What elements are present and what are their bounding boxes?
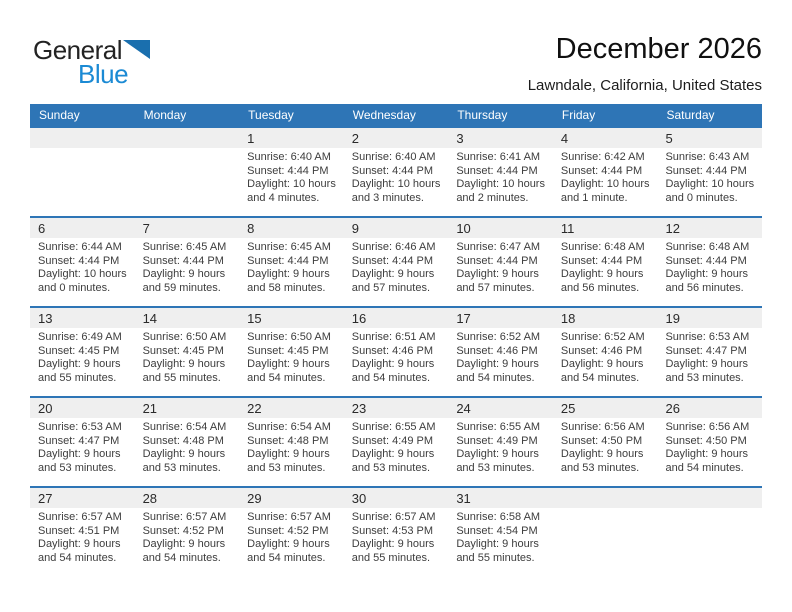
day-number: 25 [560,401,576,416]
day-details [553,418,658,475]
day-number: 24 [456,401,471,416]
sunset-text: Sunset: 4:53 PM [351,524,434,537]
daylight-text: Daylight: 9 hours and 53 minutes. [351,448,435,474]
day-details [239,418,344,475]
calendar-grid [30,126,762,576]
day-details [239,238,344,295]
day-number-strip [344,128,449,148]
daylight-text: Daylight: 9 hours and 58 minutes. [247,268,330,294]
day-number-strip [448,128,553,148]
day-details [30,418,135,475]
day-details [135,418,240,475]
day-number: 17 [456,311,471,326]
sunset-text: Sunset: 4:48 PM [142,434,224,447]
sunrise-text: Sunrise: 6:44 AM [38,241,122,253]
day-number: 30 [351,491,367,506]
day-number-strip [553,308,658,328]
logo-text-blue: Blue [78,59,129,89]
sunrise-text: Sunrise: 6:57 AM [142,511,227,523]
weekday-header-saturday: Saturday [666,108,715,122]
day-number-strip [553,128,658,148]
day-number-strip [657,128,762,148]
sunrise-text: Sunrise: 6:56 AM [560,421,645,433]
sunrise-text: Sunrise: 6:55 AM [351,421,436,433]
sunset-text: Sunset: 4:44 PM [665,164,747,177]
day-number: 7 [142,221,150,236]
sunrise-text: Sunrise: 6:58 AM [456,511,541,523]
daylight-text: Daylight: 9 hours and 54 minutes. [247,358,330,384]
page-subtitle: Lawndale, California, United States [527,77,762,94]
day-number-strip [239,308,344,328]
daylight-text: Daylight: 9 hours and 57 minutes. [456,268,539,294]
day-cell-24 [448,398,553,486]
day-number-strip [30,128,135,148]
sunrise-text: Sunrise: 6:47 AM [456,241,541,253]
sunrise-text: Sunrise: 6:55 AM [456,421,541,433]
week-row [30,486,762,576]
day-number-strip [344,218,449,238]
calendar-table [30,104,762,576]
daylight-text: Daylight: 9 hours and 55 minutes. [38,358,121,384]
day-details [553,148,658,205]
sunset-text: Sunset: 4:49 PM [351,434,434,447]
daylight-text: Daylight: 9 hours and 53 minutes. [456,448,539,474]
day-details [344,418,449,475]
day-number-strip [30,398,135,418]
sunrise-text: Sunrise: 6:53 AM [38,421,122,433]
empty-day-cell [657,488,762,576]
day-number: 21 [142,401,158,416]
day-cell-31 [448,488,553,576]
day-number-strip [30,488,135,508]
sunrise-text: Sunrise: 6:48 AM [665,241,750,253]
sunrise-text: Sunrise: 6:57 AM [247,511,331,523]
weekday-header-thursday: Thursday [457,108,508,122]
day-details [30,508,135,565]
day-cell-22 [239,398,344,486]
day-details [448,238,553,295]
day-details [239,328,344,385]
day-cell-7 [135,218,240,306]
day-details [553,328,658,385]
day-number-strip [553,218,658,238]
day-number: 2 [351,131,359,146]
sunrise-text: Sunrise: 6:57 AM [38,511,122,523]
day-cell-4 [553,128,658,216]
sunrise-text: Sunrise: 6:49 AM [38,331,122,343]
day-number: 11 [560,221,575,236]
sunset-text: Sunset: 4:47 PM [38,434,120,447]
daylight-text: Daylight: 9 hours and 55 minutes. [351,538,435,564]
day-cell-11 [553,218,658,306]
day-cell-5 [657,128,762,216]
day-cell-25 [553,398,658,486]
daylight-text: Daylight: 9 hours and 54 minutes. [351,358,435,384]
daylight-text: Daylight: 9 hours and 56 minutes. [665,268,749,294]
day-cell-30 [344,488,449,576]
day-number: 20 [38,401,53,416]
day-cell-13 [30,308,135,396]
day-number: 26 [665,401,680,416]
day-details [239,148,344,205]
sunset-text: Sunset: 4:52 PM [142,524,224,537]
day-number: 28 [142,491,158,506]
day-number: 1 [247,131,255,146]
day-number: 18 [560,311,576,326]
daylight-text: Daylight: 9 hours and 55 minutes. [142,358,226,384]
daylight-text: Daylight: 9 hours and 53 minutes. [142,448,226,474]
day-details [135,238,240,295]
day-number-strip [657,488,762,508]
sunrise-text: Sunrise: 6:51 AM [351,331,436,343]
day-number-strip [30,218,135,238]
day-details [448,328,553,385]
day-number-strip [239,398,344,418]
daylight-text: Daylight: 9 hours and 54 minutes. [456,358,539,384]
day-number: 29 [247,491,262,506]
day-number: 8 [247,221,255,236]
page-title: December 2026 [555,33,762,65]
week-row [30,126,762,216]
sunset-text: Sunset: 4:50 PM [560,434,643,447]
daylight-text: Daylight: 9 hours and 55 minutes. [456,538,539,564]
empty-day-cell [553,488,658,576]
day-cell-10 [448,218,553,306]
daylight-text: Daylight: 9 hours and 54 minutes. [560,358,644,384]
day-details [657,238,762,295]
day-details [30,238,135,295]
week-row [30,216,762,306]
weekday-header-row [30,104,762,126]
day-number-strip [657,218,762,238]
day-number-strip [657,398,762,418]
sunset-text: Sunset: 4:44 PM [351,254,434,267]
sunset-text: Sunset: 4:45 PM [38,344,120,357]
day-number: 19 [665,311,680,326]
sunrise-text: Sunrise: 6:50 AM [142,331,227,343]
day-number: 9 [351,221,359,236]
sunset-text: Sunset: 4:54 PM [456,524,538,537]
day-number-strip [657,308,762,328]
daylight-text: Daylight: 10 hours and 2 minutes. [456,178,545,204]
daylight-text: Daylight: 10 hours and 4 minutes. [247,178,336,204]
day-number-strip [448,488,553,508]
sunset-text: Sunset: 4:44 PM [142,254,224,267]
day-details [344,148,449,205]
day-number: 3 [456,131,464,146]
weekday-header-monday: Monday [143,108,187,122]
sunset-text: Sunset: 4:50 PM [665,434,747,447]
sunset-text: Sunset: 4:47 PM [665,344,747,357]
sunset-text: Sunset: 4:49 PM [456,434,538,447]
daylight-text: Daylight: 9 hours and 53 minutes. [38,448,121,474]
sunrise-text: Sunrise: 6:45 AM [142,241,227,253]
daylight-text: Daylight: 9 hours and 57 minutes. [351,268,435,294]
day-cell-9 [344,218,449,306]
day-number-strip [344,308,449,328]
sunrise-text: Sunrise: 6:54 AM [142,421,227,433]
day-cell-2 [344,128,449,216]
daylight-text: Daylight: 9 hours and 56 minutes. [560,268,644,294]
day-number-strip [30,308,135,328]
week-row [30,396,762,486]
weekday-header-friday: Friday [561,108,596,122]
day-number-strip [135,218,240,238]
day-cell-16 [344,308,449,396]
day-cell-1 [239,128,344,216]
day-number: 6 [38,221,46,236]
day-number: 31 [456,491,471,506]
sunrise-text: Sunrise: 6:41 AM [456,151,541,163]
sunrise-text: Sunrise: 6:56 AM [665,421,750,433]
day-cell-12 [657,218,762,306]
daylight-text: Daylight: 9 hours and 53 minutes. [560,448,644,474]
day-number: 23 [351,401,367,416]
day-number-strip [448,218,553,238]
sunrise-text: Sunrise: 6:45 AM [247,241,331,253]
sunset-text: Sunset: 4:44 PM [247,164,329,177]
logo-text-general: General [33,35,122,65]
day-details [553,238,658,295]
sunset-text: Sunset: 4:51 PM [38,524,120,537]
sunrise-text: Sunrise: 6:53 AM [665,331,750,343]
day-number-strip [448,398,553,418]
sunset-text: Sunset: 4:44 PM [351,164,434,177]
day-cell-15 [239,308,344,396]
day-cell-17 [448,308,553,396]
sunset-text: Sunset: 4:52 PM [247,524,329,537]
daylight-text: Daylight: 9 hours and 54 minutes. [665,448,749,474]
day-number-strip [135,398,240,418]
daylight-text: Daylight: 9 hours and 53 minutes. [665,358,749,384]
day-details [30,328,135,385]
day-number-strip [135,488,240,508]
sunset-text: Sunset: 4:44 PM [38,254,120,267]
sunrise-text: Sunrise: 6:50 AM [247,331,331,343]
daylight-text: Daylight: 9 hours and 54 minutes. [142,538,226,564]
day-number-strip [448,308,553,328]
sunset-text: Sunset: 4:45 PM [247,344,329,357]
sunset-text: Sunset: 4:44 PM [560,254,643,267]
day-cell-27 [30,488,135,576]
daylight-text: Daylight: 9 hours and 54 minutes. [38,538,121,564]
day-details [344,328,449,385]
day-number-strip [344,488,449,508]
day-details [344,238,449,295]
sunrise-text: Sunrise: 6:40 AM [247,151,331,163]
general-blue-logo [33,35,150,89]
day-number: 13 [38,311,53,326]
week-row [30,306,762,396]
sunset-text: Sunset: 4:46 PM [560,344,643,357]
day-details [448,508,553,565]
day-number-strip [344,398,449,418]
day-cell-29 [239,488,344,576]
day-cell-3 [448,128,553,216]
day-number: 16 [351,311,367,326]
sunrise-text: Sunrise: 6:40 AM [351,151,436,163]
daylight-text: Daylight: 10 hours and 3 minutes. [351,178,441,204]
title-block [528,33,762,94]
day-cell-28 [135,488,240,576]
day-cell-14 [135,308,240,396]
day-cell-26 [657,398,762,486]
sunrise-text: Sunrise: 6:42 AM [560,151,645,163]
logo-flag-icon [123,40,150,59]
day-cell-18 [553,308,658,396]
day-number-strip [553,398,658,418]
day-details [657,328,762,385]
weekday-header-tuesday: Tuesday [248,108,294,122]
sunset-text: Sunset: 4:48 PM [247,434,329,447]
sunrise-text: Sunrise: 6:43 AM [665,151,750,163]
day-details [135,508,240,565]
sunset-text: Sunset: 4:46 PM [456,344,538,357]
day-details [239,508,344,565]
day-number: 5 [665,131,673,146]
sunrise-text: Sunrise: 6:54 AM [247,421,331,433]
sunrise-text: Sunrise: 6:52 AM [456,331,541,343]
day-number-strip [239,218,344,238]
day-cell-19 [657,308,762,396]
day-number: 12 [665,221,680,236]
day-details [657,418,762,475]
day-details [344,508,449,565]
day-number-strip [135,128,240,148]
sunset-text: Sunset: 4:44 PM [665,254,747,267]
daylight-text: Daylight: 10 hours and 0 minutes. [665,178,755,204]
sunrise-text: Sunrise: 6:48 AM [560,241,645,253]
day-number-strip [135,308,240,328]
day-number-strip [239,488,344,508]
sunset-text: Sunset: 4:46 PM [351,344,434,357]
sunset-text: Sunset: 4:44 PM [560,164,643,177]
day-number: 10 [456,221,471,236]
daylight-text: Daylight: 10 hours and 1 minute. [560,178,650,204]
day-details [135,328,240,385]
sunrise-text: Sunrise: 6:52 AM [560,331,645,343]
day-number: 27 [38,491,53,506]
day-cell-8 [239,218,344,306]
daylight-text: Daylight: 10 hours and 0 minutes. [38,268,127,294]
daylight-text: Daylight: 9 hours and 53 minutes. [247,448,330,474]
sunset-text: Sunset: 4:45 PM [142,344,224,357]
weekday-header-wednesday: Wednesday [352,108,416,122]
day-details [657,148,762,205]
daylight-text: Daylight: 9 hours and 54 minutes. [247,538,330,564]
day-number-strip [553,488,658,508]
sunset-text: Sunset: 4:44 PM [247,254,329,267]
day-number: 4 [560,131,569,146]
day-details [448,418,553,475]
day-number-strip [239,128,344,148]
day-cell-21 [135,398,240,486]
day-cell-20 [30,398,135,486]
empty-day-cell [30,128,135,216]
day-details [448,148,553,205]
day-cell-23 [344,398,449,486]
day-cell-6 [30,218,135,306]
day-number: 22 [247,401,262,416]
daylight-text: Daylight: 9 hours and 59 minutes. [142,268,226,294]
empty-day-cell [135,128,240,216]
weekday-header-sunday: Sunday [39,108,80,122]
sunrise-text: Sunrise: 6:57 AM [351,511,436,523]
day-number: 15 [247,311,262,326]
sunrise-text: Sunrise: 6:46 AM [351,241,436,253]
sunset-text: Sunset: 4:44 PM [456,164,538,177]
sunset-text: Sunset: 4:44 PM [456,254,538,267]
day-number: 14 [142,311,158,326]
